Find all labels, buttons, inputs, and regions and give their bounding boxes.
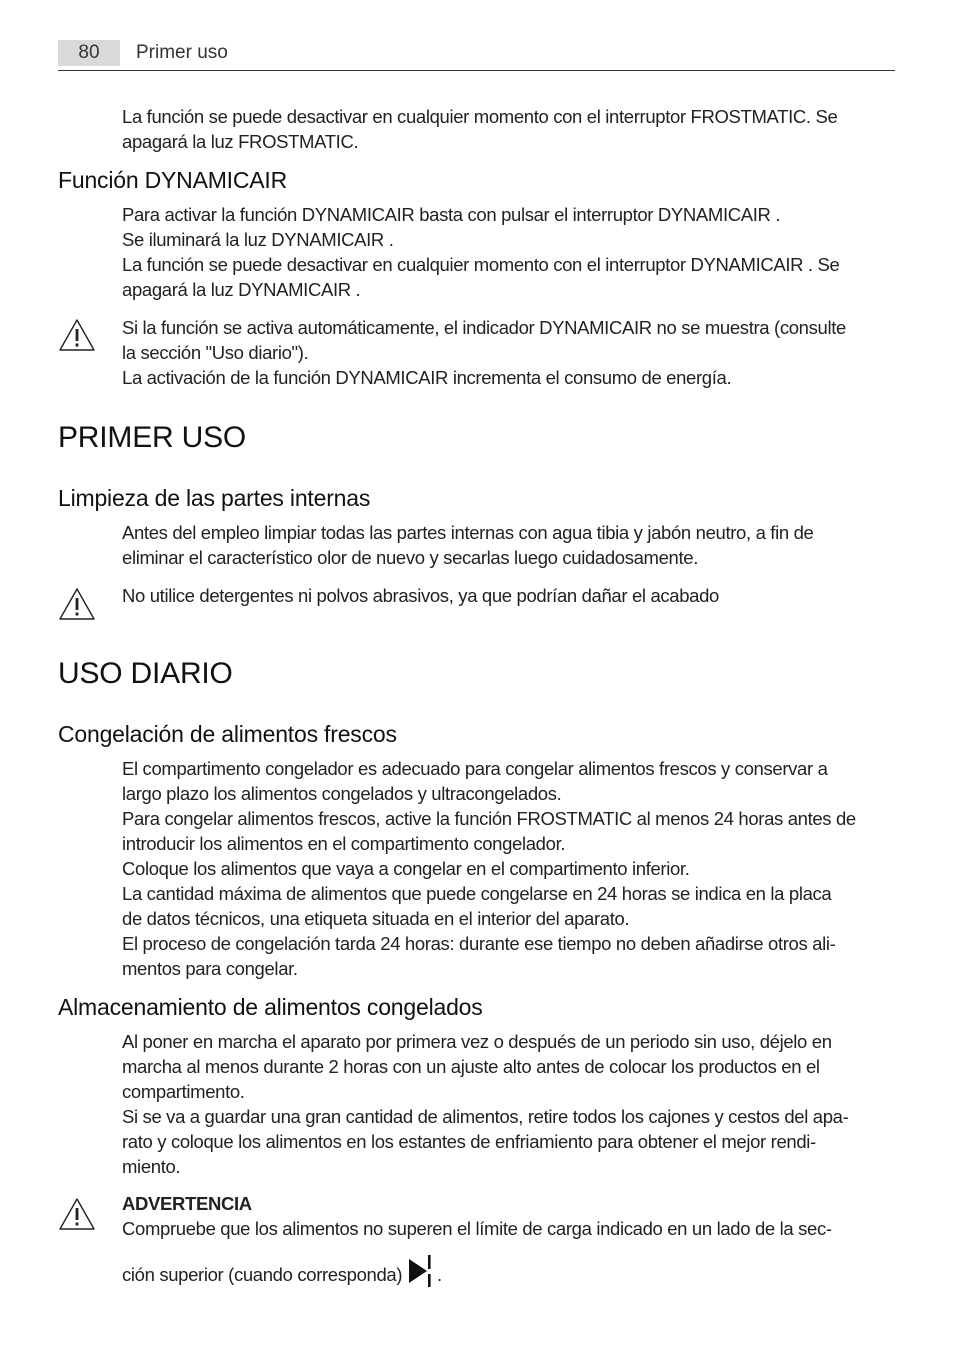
text-line: miento. [122, 1156, 181, 1177]
almacenamiento-heading: Almacenamiento de alimentos congelados [58, 994, 483, 1020]
text-line: El compartimento congelador es adecuado para congelar alimentos frescos y conservar a [122, 758, 828, 779]
warning-triangle-icon [58, 587, 96, 621]
limpieza-heading: Limpieza de las partes internas [58, 485, 371, 511]
uso-diario-heading: USO DIARIO [58, 657, 233, 690]
text-line-with-icon [122, 1253, 896, 1289]
intro-paragraph [122, 104, 896, 154]
almacenamiento-paragraph [122, 1029, 896, 1179]
text-line: apagará la luz FROSTMATIC. [122, 131, 359, 152]
text-line: La activación de la función DYNAMICAIR incrementa el consumo de energía. [122, 367, 732, 388]
text-line: Si la función se activa automáticamente, el indicador DYNAMICAIR no se muestra (consulte [122, 317, 846, 338]
text-line: Antes del empleo limpiar todas las partes internas con agua tibia y jabón neutro, a fin de [122, 522, 814, 543]
dynamicair-heading: Función DYNAMICAIR [58, 167, 288, 193]
text-line: marcha al menos durante 2 horas con un ajuste alto antes de colocar los productos en el [122, 1056, 820, 1077]
text-line: la sección "Uso diario"). [122, 342, 309, 363]
text-line: Compruebe que los alimentos no superen el límite de carga indicado en un lado de la sec- [122, 1218, 832, 1239]
primer-uso-heading: PRIMER USO [58, 421, 247, 454]
load-limit-icon [407, 1253, 437, 1289]
text-line: largo plazo los alimentos congelados y ultracongelados. [122, 783, 562, 804]
text-line: apagará la luz DYNAMICAIR . [122, 279, 361, 300]
text-line: compartimento. [122, 1081, 245, 1102]
running-header-title: Primer uso [136, 42, 228, 63]
text-line: introducir los alimentos en el compartimento congelador. [122, 833, 566, 854]
text-line: Al poner en marcha el aparato por primera vez o después de un periodo sin uso, déjelo en [122, 1031, 832, 1052]
advertencia-label: ADVERTENCIA [122, 1193, 252, 1214]
text-line: rato y coloque los alimentos en los estantes de enfriamiento para obtener el mejor rendi- [122, 1131, 816, 1152]
text-line: La función se puede desactivar en cualquier momento con el interruptor FROSTMATIC. Se [122, 106, 838, 127]
text-fragment: ción superior (cuando corresponda) [122, 1264, 403, 1285]
text-line: La función se puede desactivar en cualquier momento con el interruptor DYNAMICAIR . Se [122, 254, 840, 275]
limpieza-paragraph [122, 520, 896, 570]
congelacion-paragraph [122, 756, 896, 981]
page-number: 80 [58, 40, 120, 66]
advertencia-block [122, 1191, 896, 1289]
text-line: de datos técnicos, una etiqueta situada en el interior del aparato. [122, 908, 630, 929]
text-line: No utilice detergentes ni polvos abrasivos, ya que podrían dañar el acabado [122, 585, 719, 606]
dynamicair-paragraph [122, 202, 896, 302]
warning-triangle-icon [58, 1197, 96, 1231]
text-line: El proceso de congelación tarda 24 horas: durante ese tiempo no deben añadirse otros ali- [122, 933, 836, 954]
text-line: eliminar el característico olor de nuevo y secarlas luego cuidadosamente. [122, 547, 699, 568]
warning-triangle-icon [58, 318, 96, 352]
header-rule [58, 70, 895, 71]
text-line: Para activar la función DYNAMICAIR basta con pulsar el interruptor DYNAMICAIR . [122, 204, 781, 225]
text-line: mentos para congelar. [122, 958, 298, 979]
limpieza-warning-text [122, 583, 896, 608]
text-line: Para congelar alimentos frescos, active la función FROSTMATIC al menos 24 horas antes de [122, 808, 856, 829]
text-line: La cantidad máxima de alimentos que puede congelarse en 24 horas se indica en la placa [122, 883, 832, 904]
text-line: Si se va a guardar una gran cantidad de alimentos, retire todos los cajones y cestos del apa- [122, 1106, 849, 1127]
congelacion-heading: Congelación de alimentos frescos [58, 721, 397, 747]
dynamicair-warning-text [122, 315, 896, 390]
text-line: Coloque los alimentos que vaya a congelar en el compartimento inferior. [122, 858, 690, 879]
text-line: Se iluminará la luz DYNAMICAIR . [122, 229, 394, 250]
text-fragment: . [436, 1264, 442, 1285]
